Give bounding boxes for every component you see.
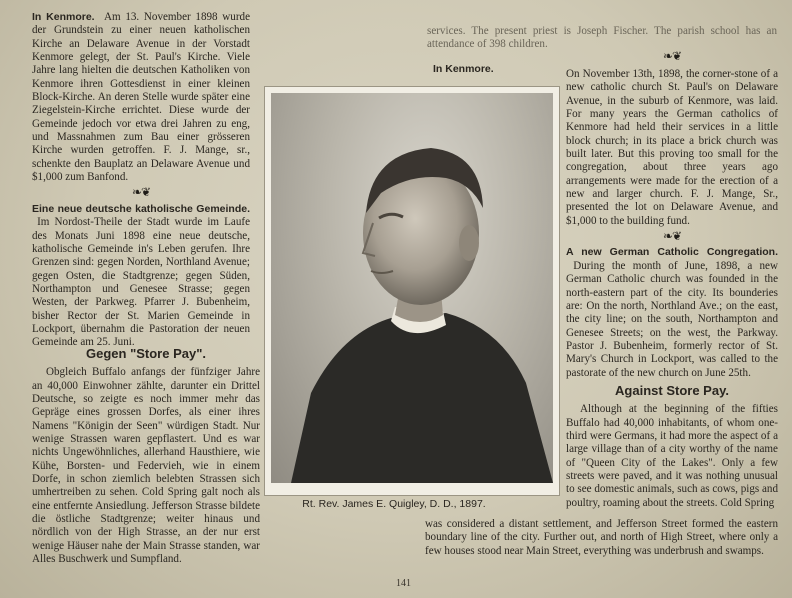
portrait-photo [271,93,553,483]
right-column-body [566,68,778,510]
store-pay-heading-en: Against Store Pay. [615,382,729,398]
new-congregation-heading-de: Eine neue deutsche katholische Gemeinde. [32,202,250,215]
ornament-divider-right-2: ❧❦ [662,229,682,244]
ornament-divider-right: ❧❦ [662,49,682,63]
store-pay-text-en: Although at the beginning of the fifties Buffalo had 40,000 inhabitants, of whom one-third were Germans, it had more the aspect of a large village than of a city worthy of the name of "Queen City of the Lakes". Only a few streets were paved, and it was nothing unusual to see domestic animals, such as cows, pigs and poultry, roaming about the streets. Cold Spring [566,403,778,509]
page-number: 141 [396,578,411,589]
portrait-caption: Rt. Rev. James E. Quigley, D. D., 1897. [302,498,486,510]
portrait-frame [264,86,560,496]
ornament-divider: ❧❦ [131,185,151,200]
kenmore-heading-en: In Kenmore. [433,63,494,75]
new-congregation-heading-en: A new German Catholic Congregation. [566,246,778,259]
store-pay-text-de: Obgleich Buffalo anfangs der fünfziger Jahre an 40,000 Einwohner zählte, darunter ein Drittel Deutsche, so zeigte es noch immer mehr das Gepräge eines grossen Dorfes, als einer ihres Namens "Königin der Seen" würdigen Stadt. Nur wenige Strassen waren gepflastert. Und es war nichts Ungewöhnliches, allerhand Hausthiere, wie Kühe, Borsten- und Federvieh, wie in einem Dorfe, in schon ziemlich belebten Strassen sich umhertreiben zu sehen. Cold Spring galt noch als eine entfernte Ansiedlung. Jefferson Strasse bildete die östliche Stadtgrenze; weiter hinaus und nördlich von der High Strasse, an der nur erst wenige Häuser nahe der Main Strasse standen, war Alles Buschwerk und Sumpfland. [32,366,260,566]
kenmore-heading-de: In Kenmore. [32,11,95,23]
kenmore-text-en: On November 13th, 1898, the corner-stone of a new catholic church St. Paul's on Delaware Avenue, in the suburb of Kenmore, was laid. For many years the German catholics of Kenmore had held their services in a little block church; in its place a brick church was built later. But this proving too small for the congregation, about three years ago arrangements were made for the erection of a new and larger church. F. J. Mange, Sr., presented the lot on Delaware Avenue, and $1,000 to the building fund. [566,68,778,227]
store-pay-continued-en: was considered a distant settlement, and Jefferson Street formed the eastern boundary line of the city. Further out, and north of High Street, where only a few houses stood near Main Street, everything was underbrush and swamps. [425,518,778,557]
kenmore-text-de: Am 13. November 1898 wurde der Grundstein zu einer neuen katholischen Kirche an Delaware Avenue in der Vorstadt Kenmore gelegt, der St. Paul's Kirche. Viele Jahre lang hielten die deutschen Katholiken von Kenmore ihren Gottesdienst in einer kleinen Block-Kirche. An deren Stelle wurde später eine Ziegelstein-Kirche errichtet. Diese wurde der Gemeinde jedoch vor etwa drei Jahren zu eng, und Massnahmen zum Bau einer grösseren Kirche wurden getroffen. F. J. Mange, sr., schenkte den Bauplatz an Delaware Avenue und $1,000 zum Banfond. [32,11,251,184]
store-pay-heading-de: Gegen "Store Pay". [86,346,206,361]
left-column-top [32,11,250,350]
portrait-illustration [271,93,553,483]
right-column-bottom [425,518,778,558]
new-congregation-text-de: Im Nordost-Theile der Stadt wurde im Laufe des Monats Juni 1898 eine neue deutsche, katholische Gemeinde in's Leben gerufen. Ihre Grenzen sind: gegen Norden, Northland Avenue; gegen Osten, die Stadtgrenze; gegen Süden, Northampton und Genesee Strasse; gegen Westen, der Parkweg. Pfarrer J. Bubenheim, bisher Rector der St. Marien Gemeinde in Lockport, übernahm die Pastoration der neuen Gemeinde am 25. Juni. [32,216,250,349]
services-text: services. The present priest is Joseph Fischer. The parish school has an attendance of 398 children. [427,25,777,51]
left-column-bottom [32,343,260,567]
new-congregation-text-en: During the month of June, 1898, a new German Catholic church was founded in the north-eastern part of the city. Its bounderies are: On the north, Northland Ave.; on the east, the city line; on the south, Northampton and Genesee Streets; on the west, the Parkway. Pastor J. Bubenheim, formerly rector of St. Mary's Church in Lockport, was called to the pastorate of the new church on June 25th. [566,259,778,379]
